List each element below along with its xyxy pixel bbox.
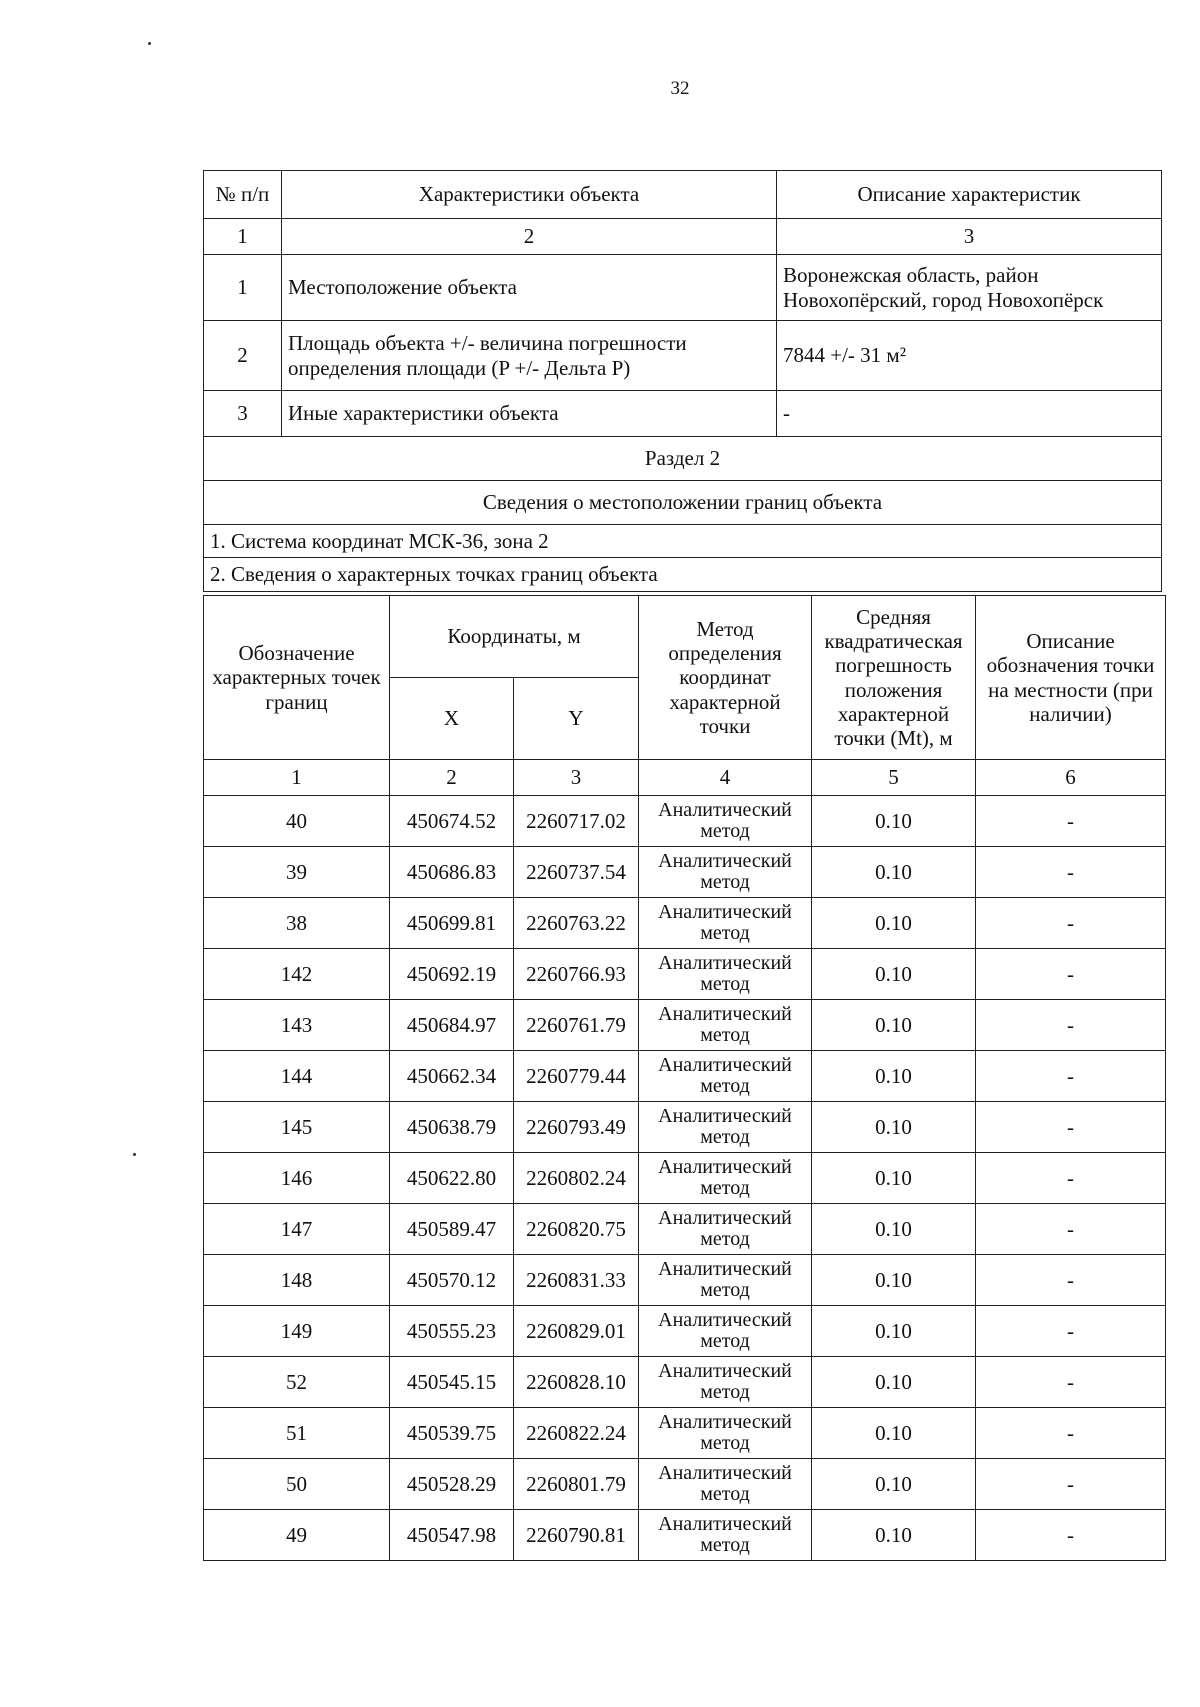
table-row [204,796,1166,847]
point-y: 2260761.79 [514,1000,639,1051]
table-row [204,847,1166,898]
page-number: 32 [670,78,690,99]
point-error: 0.10 [812,796,976,847]
point-id: 38 [204,898,390,949]
point-id: 40 [204,796,390,847]
point-error: 0.10 [812,949,976,1000]
point-method: Аналитический метод [639,1357,812,1408]
point-description: - [976,1510,1166,1561]
point-description: - [976,1408,1166,1459]
point-error: 0.10 [812,1102,976,1153]
column-number: 2 [390,760,514,796]
point-y: 2260790.81 [514,1510,639,1561]
point-error: 0.10 [812,1357,976,1408]
point-method: Аналитический метод [639,1000,812,1051]
section-title: Раздел 2 [204,437,1162,481]
coordinate-system: 1. Система координат МСК-36, зона 2 [204,525,1162,558]
point-method: Аналитический метод [639,1510,812,1561]
point-description: - [976,1459,1166,1510]
point-method: Аналитический метод [639,796,812,847]
header-num: 3 [777,219,1162,255]
table-row [204,1204,1166,1255]
point-x: 450674.52 [390,796,514,847]
point-id: 145 [204,1102,390,1153]
table-row [204,949,1166,1000]
table-row [204,1408,1166,1459]
table-row [204,1357,1166,1408]
point-error: 0.10 [812,1051,976,1102]
column-number: 3 [514,760,639,796]
points-body [204,796,1166,1561]
header-method: Метод определения координат характерной точки [639,596,812,760]
point-description: - [976,1000,1166,1051]
point-error: 0.10 [812,898,976,949]
point-y: 2260829.01 [514,1306,639,1357]
table-row [204,1153,1166,1204]
point-y: 2260820.75 [514,1204,639,1255]
point-description: - [976,949,1166,1000]
point-y: 2260831.33 [514,1255,639,1306]
point-method: Аналитический метод [639,1153,812,1204]
header-no: № п/п [204,171,282,219]
point-x: 450684.97 [390,1000,514,1051]
row-name: Иные характеристики объекта [282,391,777,437]
point-y: 2260763.22 [514,898,639,949]
points-title: 2. Сведения о характерных точках границ объекта [204,558,1162,592]
point-id: 51 [204,1408,390,1459]
point-method: Аналитический метод [639,847,812,898]
point-method: Аналитический метод [639,1051,812,1102]
point-id: 39 [204,847,390,898]
row-no: 1 [204,255,282,321]
point-error: 0.10 [812,1000,976,1051]
point-error: 0.10 [812,1408,976,1459]
scan-speck [148,42,151,45]
point-id: 146 [204,1153,390,1204]
point-description: - [976,847,1166,898]
point-method: Аналитический метод [639,1204,812,1255]
point-id: 144 [204,1051,390,1102]
header-coordinates: Координаты, м [390,596,639,678]
point-x: 450686.83 [390,847,514,898]
point-error: 0.10 [812,1204,976,1255]
table-row [204,1306,1166,1357]
header-point-description: Описание обозначения точки на местности (при наличии) [976,596,1166,760]
scan-speck [133,1153,136,1156]
row-name: Местоположение объекта [282,255,777,321]
point-description: - [976,1102,1166,1153]
table-row [204,1000,1166,1051]
point-x: 450539.75 [390,1408,514,1459]
row-value: 7844 +/- 31 м² [777,321,1162,391]
point-id: 52 [204,1357,390,1408]
row-value: Воронежская область, район Новохопёрский, город Новохопёрск [777,255,1162,321]
point-error: 0.10 [812,1306,976,1357]
point-x: 450528.29 [390,1459,514,1510]
point-description: - [976,1357,1166,1408]
table-row [204,1459,1166,1510]
point-y: 2260828.10 [514,1357,639,1408]
point-y: 2260766.93 [514,949,639,1000]
row-value: - [777,391,1162,437]
point-id: 147 [204,1204,390,1255]
table-row [204,1510,1166,1561]
point-id: 148 [204,1255,390,1306]
point-y: 2260717.02 [514,796,639,847]
point-y: 2260822.24 [514,1408,639,1459]
point-x: 450638.79 [390,1102,514,1153]
point-description: - [976,1153,1166,1204]
header-description: Описание характеристик [777,171,1162,219]
point-x: 450547.98 [390,1510,514,1561]
point-y: 2260801.79 [514,1459,639,1510]
table-row [204,1051,1166,1102]
point-method: Аналитический метод [639,1306,812,1357]
point-description: - [976,1306,1166,1357]
point-description: - [976,1204,1166,1255]
point-id: 49 [204,1510,390,1561]
point-description: - [976,898,1166,949]
row-no: 2 [204,321,282,391]
point-x: 450662.34 [390,1051,514,1102]
table-row [204,1255,1166,1306]
row-no: 3 [204,391,282,437]
header-y: Y [514,678,639,760]
column-number: 4 [639,760,812,796]
point-error: 0.10 [812,847,976,898]
point-method: Аналитический метод [639,1408,812,1459]
point-y: 2260793.49 [514,1102,639,1153]
point-x: 450570.12 [390,1255,514,1306]
header-x: X [390,678,514,760]
point-method: Аналитический метод [639,1102,812,1153]
point-error: 0.10 [812,1510,976,1561]
point-error: 0.10 [812,1153,976,1204]
header-characteristics: Характеристики объекта [282,171,777,219]
table-row [204,1102,1166,1153]
column-number: 1 [204,760,390,796]
point-x: 450589.47 [390,1204,514,1255]
point-description: - [976,1255,1166,1306]
point-error: 0.10 [812,1459,976,1510]
point-x: 450692.19 [390,949,514,1000]
column-number: 6 [976,760,1166,796]
table-row [204,898,1166,949]
boundary-points-table [203,595,1166,1561]
point-x: 450545.15 [390,1357,514,1408]
header-designation: Обозначение характерных точек границ [204,596,390,760]
object-characteristics-table [203,170,1162,592]
section-subtitle: Сведения о местоположении границ объекта [204,481,1162,525]
point-x: 450555.23 [390,1306,514,1357]
point-y: 2260737.54 [514,847,639,898]
row-name: Площадь объекта +/- величина погрешности определения площади (P +/- Дельта P) [282,321,777,391]
point-id: 149 [204,1306,390,1357]
header-error: Средняя квадратическая погрешность положения характерной точки (Mt), м [812,596,976,760]
column-number: 5 [812,760,976,796]
point-method: Аналитический метод [639,898,812,949]
point-id: 142 [204,949,390,1000]
point-id: 143 [204,1000,390,1051]
point-y: 2260802.24 [514,1153,639,1204]
point-method: Аналитический метод [639,1459,812,1510]
point-id: 50 [204,1459,390,1510]
header-num: 1 [204,219,282,255]
point-method: Аналитический метод [639,949,812,1000]
point-method: Аналитический метод [639,1255,812,1306]
header-num: 2 [282,219,777,255]
point-description: - [976,796,1166,847]
point-y: 2260779.44 [514,1051,639,1102]
point-description: - [976,1051,1166,1102]
point-x: 450699.81 [390,898,514,949]
point-error: 0.10 [812,1255,976,1306]
point-x: 450622.80 [390,1153,514,1204]
